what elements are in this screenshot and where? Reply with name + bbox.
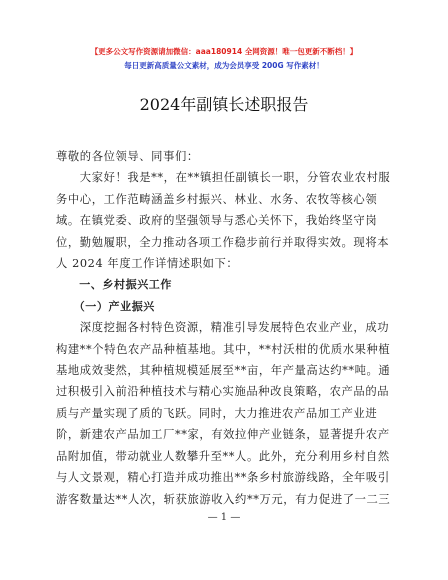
paragraph-line: 质与产量实现了质的飞跃。同时，大力推进农产品加工产业进	[56, 406, 378, 420]
paragraph-line: 基地成效斐然，其种植规模延展至**亩，年产量高达约**吨。通	[56, 364, 391, 378]
paragraph-line: 构建**个特色农产品种植基地。其中，**村沃柑的优质水果种植	[56, 342, 391, 356]
paragraph-line: 务中心，工作范畴涵盖乡村振兴、林业、水务、农牧等核心领	[56, 192, 378, 206]
ad-banner-line2: 每日更新高质量公文素材，成为会员享受 200G 写作素材！	[124, 61, 324, 70]
paragraph-line: 阶，新建农产品加工厂**家，有效拉伸产业链条，显著提升农产	[56, 428, 390, 442]
paragraph-line: 品附加值，带动就业人数攀升至**人。此外，充分利用乡村自然	[56, 449, 390, 463]
paragraph-line: 人 2024 年度工作详情述职如下：	[56, 257, 239, 271]
document-body	[56, 146, 396, 510]
paragraph-line: 大家好！我是**，在**镇担任副镇长一职，分管农业农村服	[56, 171, 391, 185]
document-title: 2024年副镇长述职报告	[139, 95, 309, 114]
subsection-heading: （一）产业振兴	[56, 299, 155, 313]
paragraph-line: 深度挖掘各村特色资源，精准引导发展特色农业产业，成功	[56, 321, 390, 335]
paragraph-line: 位，勤勉履职，全力推动各项工作稳步前行并取得实效。现将本	[56, 235, 390, 249]
paragraph-line: 与人文景观，精心打造并成功推出**条乡村旅游线路，全年吸引	[56, 471, 390, 485]
page-number: — 1 —	[207, 512, 241, 523]
ad-banner-line1: 【更多公文写作资源请加微信：aaa180914 全网资源！唯一包更新不断档！】	[90, 47, 358, 56]
paragraph-line: 域。在镇党委、政府的坚强领导与悉心关怀下，我始终坚守岗	[56, 214, 378, 228]
salutation: 尊敬的各位领导、同事们：	[56, 150, 199, 163]
paragraph-line: 游客数量达**人次，斩获旅游收入约**万元，有力促进了一二三	[56, 492, 391, 506]
paragraph-line: 过积极引入前沿种植技术与精心实施品种改良策略，农产品的品	[56, 385, 390, 399]
section-heading: 一、乡村振兴工作	[56, 278, 172, 292]
